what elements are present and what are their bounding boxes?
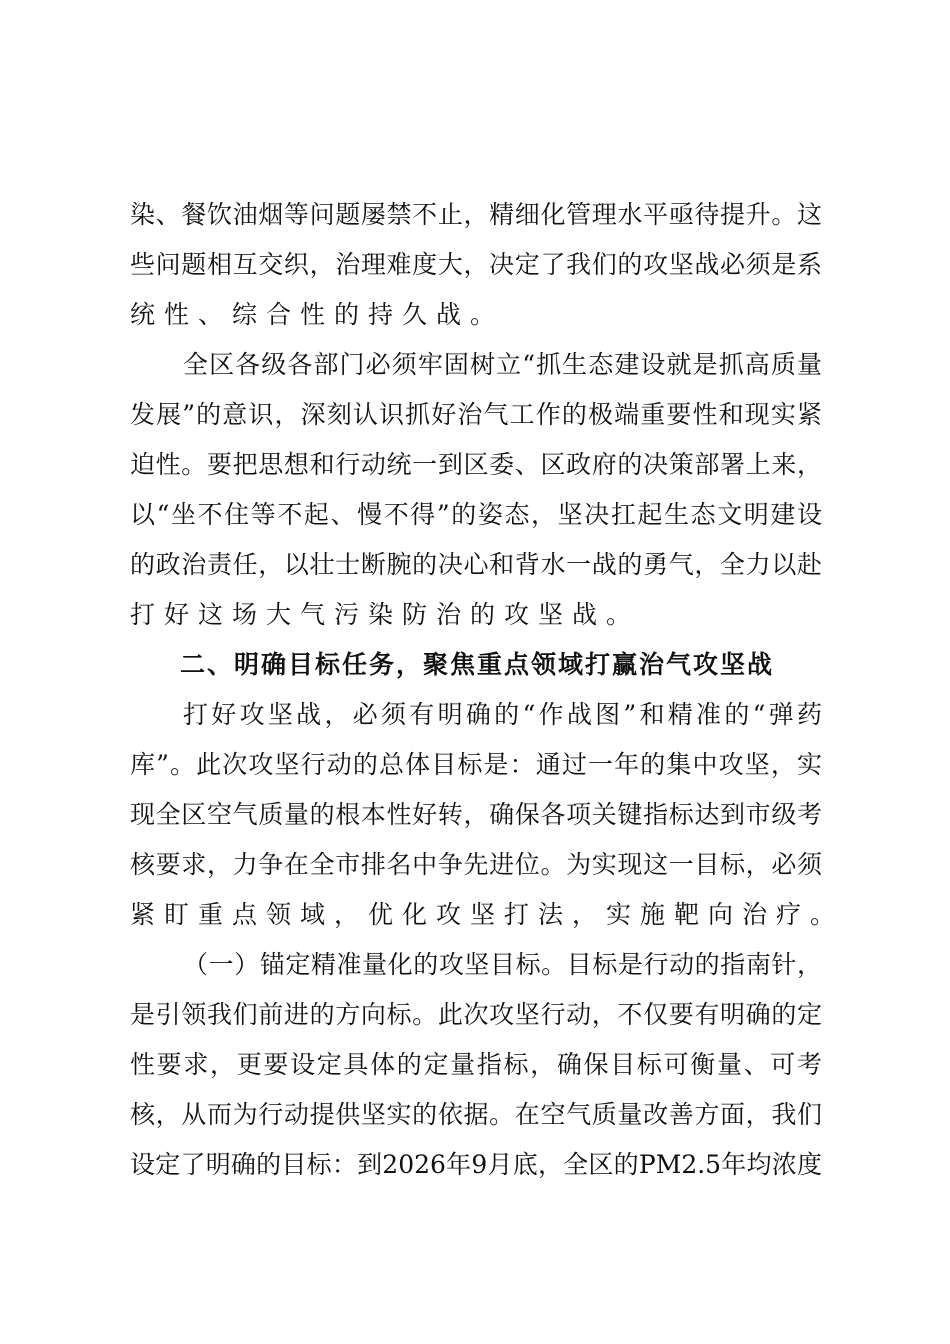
text-line: 性要求，更要设定具体的定量指标，确保目标可衡量、可考 <box>130 1050 822 1079</box>
text-line: 全区各级各部门必须牢固树立“抓生态建设就是抓高质量 <box>183 350 822 379</box>
text-line: 染、餐饮油烟等问题屡禁不止，精细化管理水平亟待提升。这 <box>130 200 822 229</box>
text-line: （一）锚定精准量化的攻坚目标。目标是行动的指南针， <box>183 950 822 979</box>
text-line: 核要求，力争在全市排名中争先进位。为实现这一目标，必须 <box>130 850 822 879</box>
text-line: 打好这场大气污染防治的攻坚战。 <box>130 600 641 629</box>
text-line: 库”。此次攻坚行动的总体目标是：通过一年的集中攻坚，实 <box>130 750 822 779</box>
text-line: 迫性。要把思想和行动统一到区委、区政府的决策部署上来， <box>130 450 822 479</box>
section-heading: 二、明确目标任务，聚焦重点领域打赢治气攻坚战 <box>180 650 775 679</box>
text-line: 核，从而为行动提供坚实的依据。在空气质量改善方面，我们 <box>130 1100 822 1129</box>
text-line: 现全区空气质量的根本性好转，确保各项关键指标达到市级考 <box>130 800 822 829</box>
text-line: 以“坐不住等不起、慢不得”的姿态，坚决扛起生态文明建设 <box>130 500 822 529</box>
text-line: 是引领我们前进的方向标。此次攻坚行动，不仅要有明确的定 <box>130 1000 822 1029</box>
text-line: 打好攻坚战，必须有明确的“作战图”和精准的“弹药 <box>183 700 822 729</box>
text-line: 的政治责任，以壮士断腕的决心和背水一战的勇气，全力以赴 <box>130 550 822 579</box>
text-line: 些问题相互交织，治理难度大，决定了我们的攻坚战必须是系 <box>130 250 822 279</box>
text-line: 紧盯重点领域，优化攻坚打法，实施靶向治疗。 <box>130 900 845 929</box>
text-line: 发展”的意识，深刻认识抓好治气工作的极端重要性和现实紧 <box>130 400 822 429</box>
text-line: 设定了明确的目标：到2026年9月底，全区的PM2.5年均浓度 <box>130 1150 822 1179</box>
text-line: 统性、综合性的持久战。 <box>130 300 505 329</box>
